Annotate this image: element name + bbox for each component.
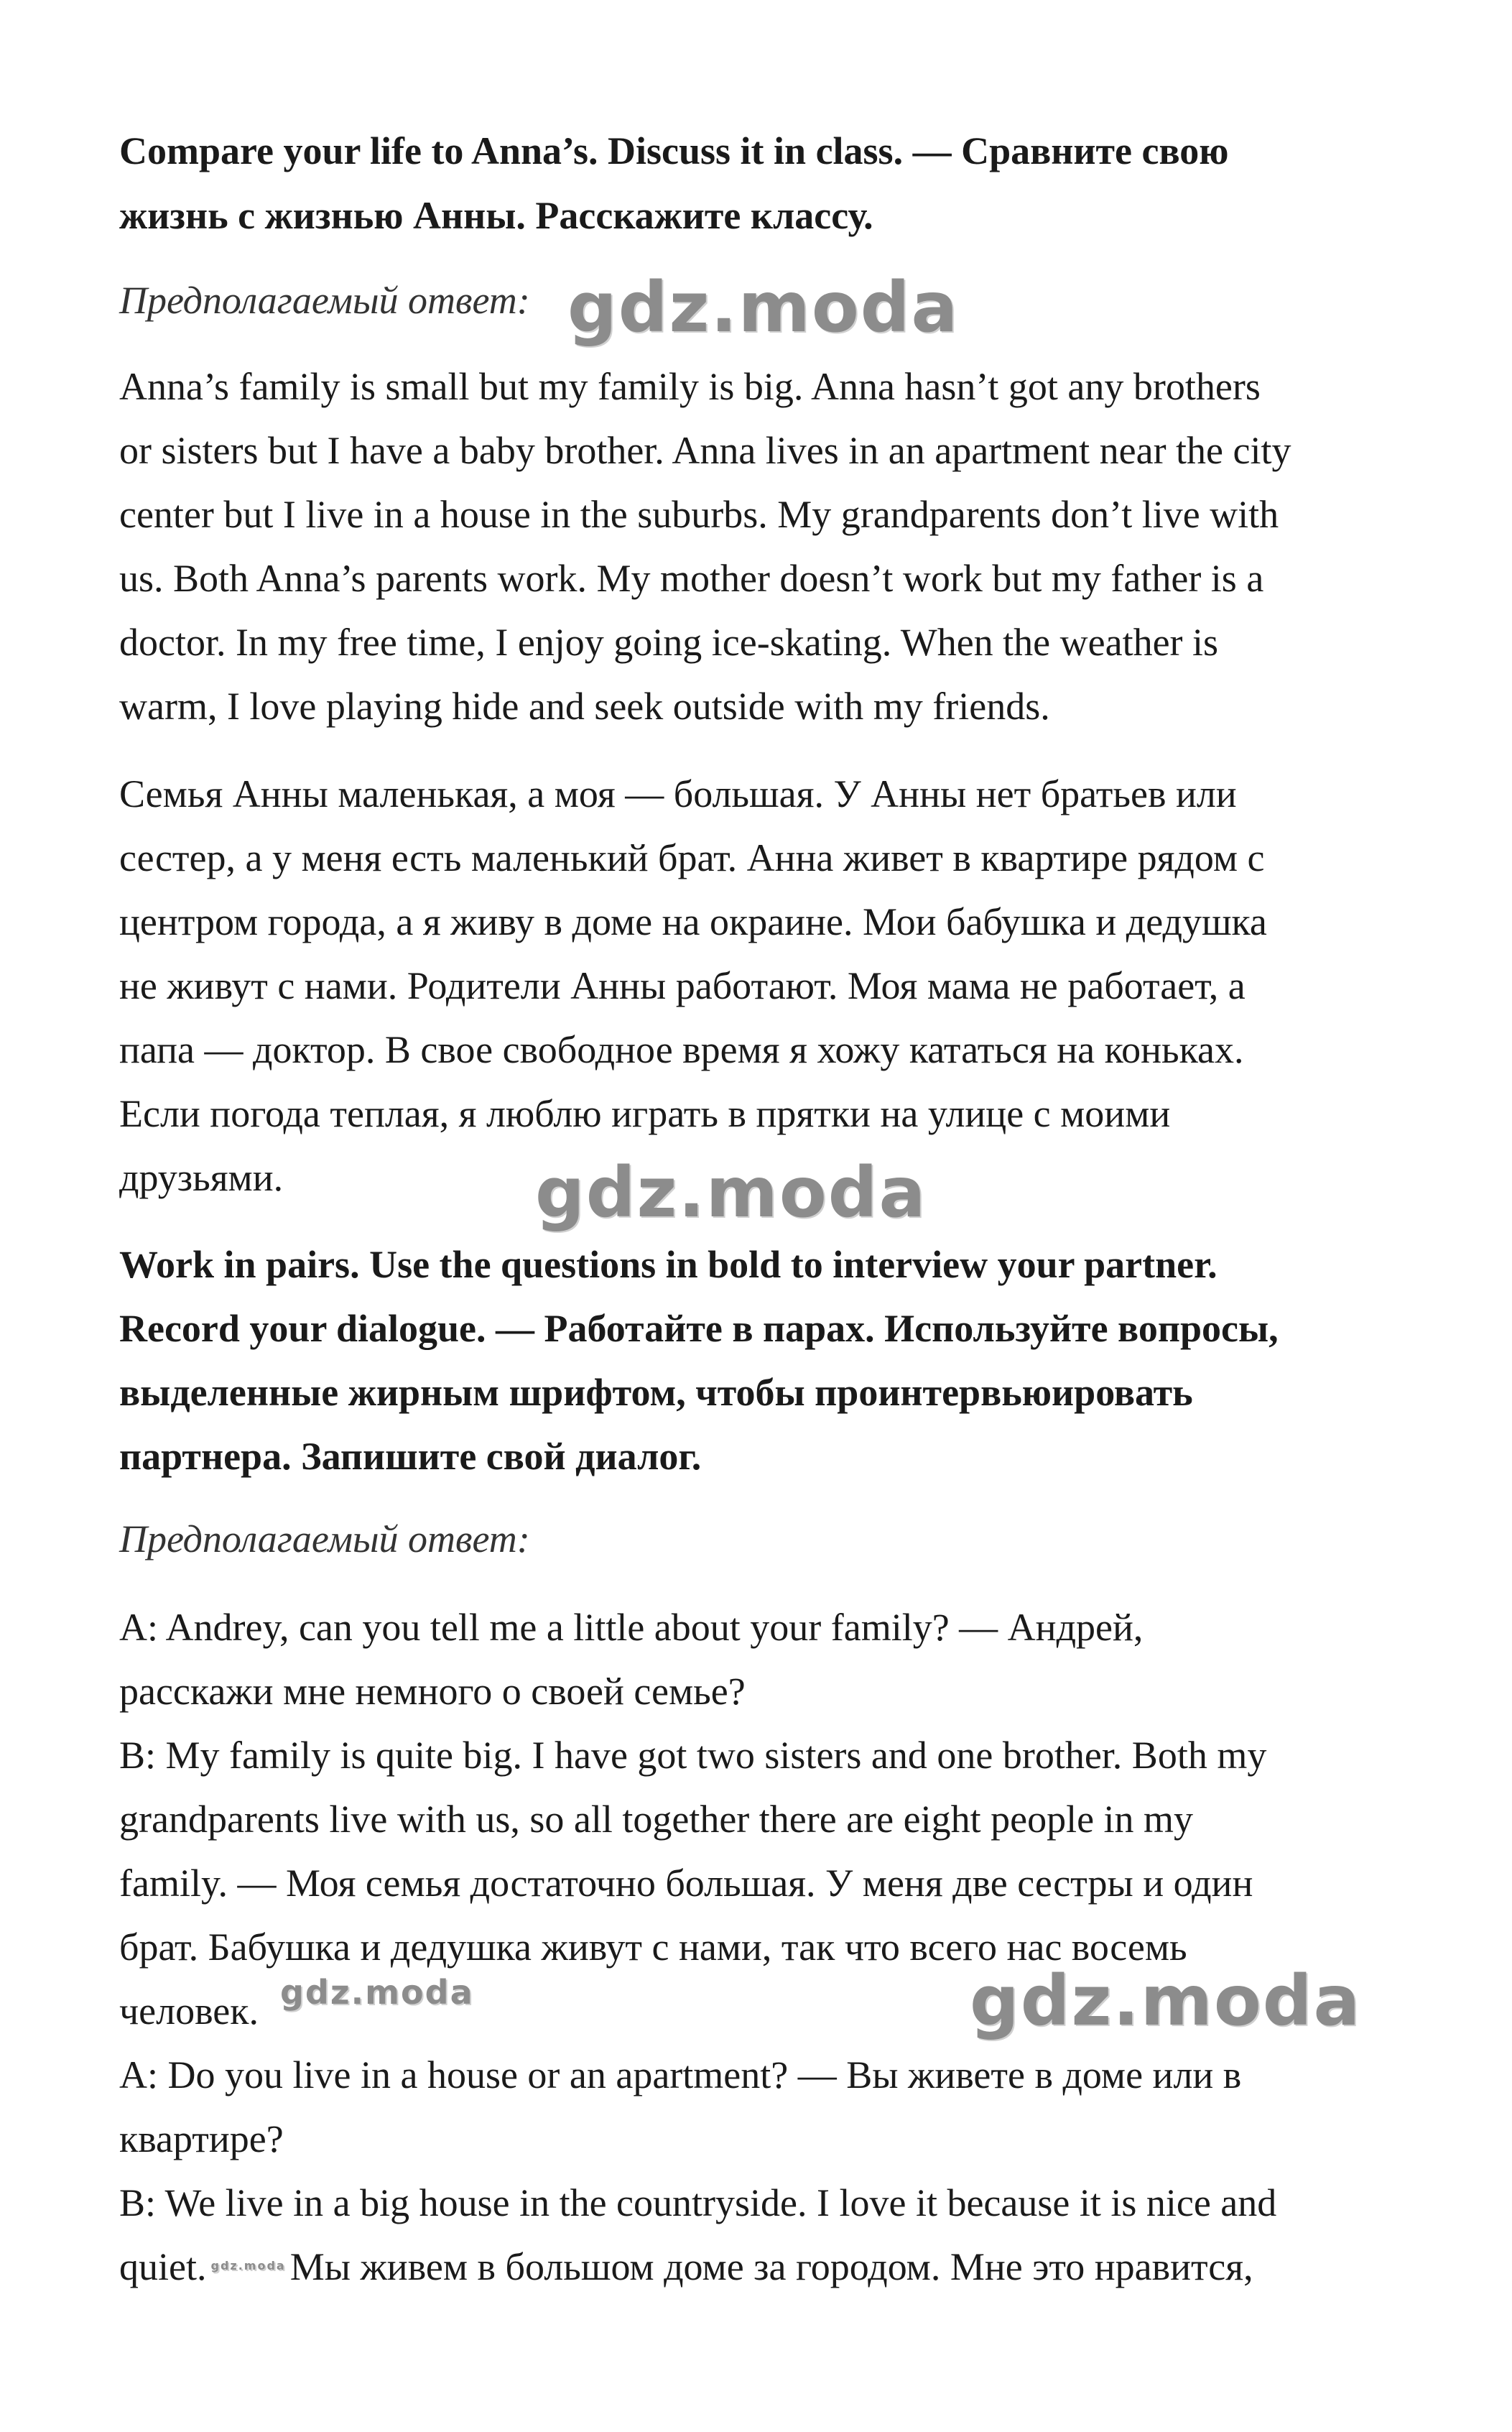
dialogue-line-11-start: quiet. [119, 2245, 207, 2288]
dialogue-line-2: расскажи мне немного о своей семье? [119, 1670, 746, 1713]
task1-english-line-4: us. Both Anna’s parents work. My mother doesn’t work but my father is a [119, 557, 1264, 600]
task1-english-line-5: doctor. In my free time, I enjoy going ice-skating. When the weather is [119, 621, 1219, 664]
task1-russian-line-2: сестер, а у меня есть маленький брат. Анна живет в квартире рядом с [119, 836, 1265, 879]
task1-russian-line-3: центром города, а я живу в доме на окраине. Мои бабушка и дедушка [119, 900, 1267, 943]
dialogue-line-11-end: Мы живем в большом доме за городом. Мне это нравится, [289, 2245, 1253, 2288]
task2-heading-line-4: партнера. Запишите свой диалог. [119, 1435, 702, 1478]
task2-heading-line-2: Record your dialogue. — Работайте в парах. Используйте вопросы, [119, 1307, 1279, 1350]
dialogue-line-7: человек. [119, 1989, 259, 2033]
dialogue-line-3: B: My family is quite big. I have got two sisters and one brother. Both my [119, 1734, 1267, 1777]
task1-russian-line-1: Семья Анны маленькая, а моя — большая. У Анны нет братьев или [119, 772, 1237, 815]
dialogue-line-9: квартире? [119, 2117, 284, 2160]
dialogue-line-10: B: We live in a big house in the countryside. I love it because it is nice and [119, 2181, 1277, 2224]
dialogue-line-1: A: Andrey, can you tell me a little about your family? — Андрей, [119, 1606, 1144, 1649]
dialogue-line-5: family. — Моя семья достаточно большая. У меня две сестры и один [119, 1862, 1253, 1905]
task1-english-line-1: Anna’s family is small but my family is big. Anna hasn’t got any brothers [119, 365, 1261, 408]
watermark-logo: gdz.moda [970, 1961, 1362, 2041]
task1-russian-line-6: Если погода теплая, я люблю играть в прятки на улице с моими [119, 1092, 1171, 1135]
task1-russian-line-5: папа — доктор. В свое свободное время я хожу кататься на коньках. [119, 1028, 1244, 1071]
task1-russian-line-4: не живут с нами. Родители Анны работают. Моя мама не работает, а [119, 964, 1246, 1007]
watermark-logo: gdz.moda [567, 267, 960, 348]
watermark-logo: gdz.moda [535, 1152, 927, 1233]
watermark-logo: gdz.moda [210, 2259, 286, 2273]
dialogue-line-11 [119, 2245, 1253, 2288]
task1-english-line-2: or sisters but I have a baby brother. Anna lives in an apartment near the city [119, 429, 1291, 472]
task1-answer-label: Предполагаемый ответ: [119, 279, 530, 322]
dialogue-line-8: A: Do you live in a house or an apartment? — Вы живете в доме или в [119, 2053, 1242, 2096]
task1-russian-line-7: друзьями. [119, 1156, 284, 1199]
dialogue-line-4: grandparents live with us, so all together there are eight people in my [119, 1798, 1194, 1841]
dialogue-line-6: брат. Бабушка и дедушка живут с нами, так что всего нас восемь [119, 1925, 1187, 1969]
task2-heading-line-3: выделенные жирным шрифтом, чтобы проинтервьюировать [119, 1371, 1193, 1414]
task1-english-line-3: center but I live in a house in the suburbs. My grandparents don’t live with [119, 493, 1279, 536]
task2-heading-line-1: Work in pairs. Use the questions in bold to interview your partner. [119, 1243, 1218, 1286]
task1-heading-line-1: Compare your life to Anna’s. Discuss it in class. — Сравните свою [119, 129, 1229, 172]
task1-english-line-6: warm, I love playing hide and seek outside with my friends. [119, 685, 1050, 728]
watermark-logo: gdz.moda [280, 1973, 474, 2012]
task2-answer-label: Предполагаемый ответ: [119, 1517, 530, 1561]
task1-heading-line-2: жизнь с жизнью Анны. Расскажите классу. [119, 194, 873, 237]
